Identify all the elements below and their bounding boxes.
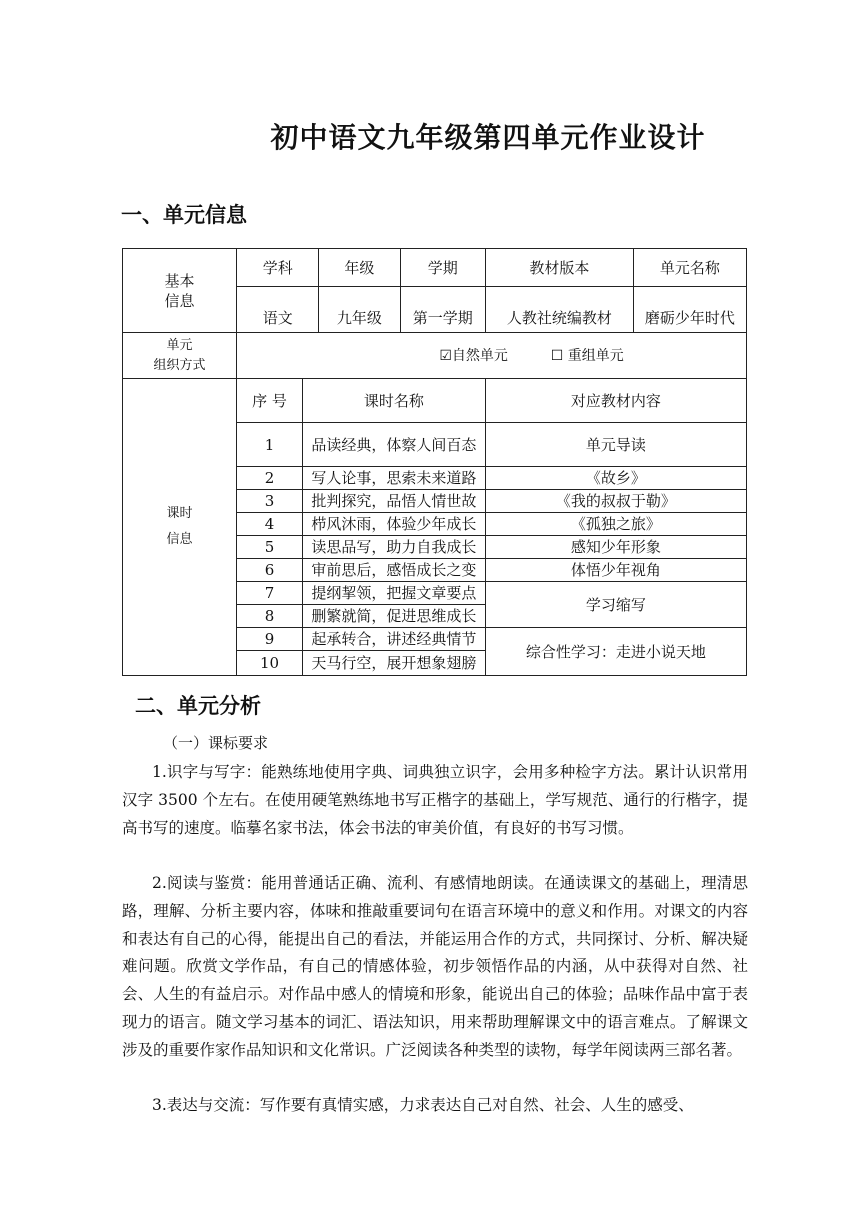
lesson-no: 10: [237, 651, 303, 676]
lesson-name: 批判探究，品悟人情世故: [302, 490, 485, 513]
lesson-name: 品读经典，体察人间百态: [302, 423, 485, 467]
value-unit-name: 磨砺少年时代: [633, 287, 746, 333]
lesson-name: 提纲挈领，把握文章要点: [302, 582, 485, 605]
lesson-no: 4: [237, 513, 303, 536]
lesson-content: 学习缩写: [485, 582, 746, 628]
section-heading-unit-analysis: 二、单元分析: [135, 694, 261, 718]
paragraph-text: 2.阅读与鉴赏：能用普通话正确、流利、有感情地朗读。在通读课文的基础上，理清思路，理解、分析主要内容，体味和推敲重要词句在语言环境中的意义和作用。对课文的内容和表达有自己的心得，能提出自己的看法，并能运用合作的方式，共同探讨、分析、解决疑难问题。欣赏文学作品，有自己的情感体验，初步领悟作品的内涵，从中获得对自然、社会、人生的有益启示。对作品中感人的情境和形象，能说出自己的体验；品味作品中富于表现力的语言。随文学习基本的词汇、语法知识，用来帮助理解课文中的语言难点。了解课文涉及的重要作家作品知识和文化常识。广泛阅读各种类型的读物，每学年阅读两三部名著。: [122, 874, 748, 1059]
lesson-info-label: 课时 信息: [123, 379, 237, 676]
paragraph: [122, 759, 748, 842]
lesson-content: 《故乡》: [485, 467, 746, 490]
document-title: 初中语文九年级第四单元作业设计: [270, 121, 706, 154]
lesson-content: 感知少年形象: [485, 536, 746, 559]
subheading-curriculum-standards: （一）课标要求: [163, 734, 269, 752]
paragraph-text: 1.识字与写字：能熟练地使用字典、词典独立识字，会用多种检字方法。累计认识常用汉字 3500 个左右。在使用硬笔熟练地书写正楷字的基础上，学写规范、通行的行楷字，提高书写的速度。临摹名家书法，体会书法的审美价值，有良好的书写习惯。: [122, 763, 748, 837]
lesson-name: 写人论事，思索未来道路: [302, 467, 485, 490]
section-heading-unit-info: 一、单元信息: [121, 203, 247, 227]
header-edition: 教材版本: [485, 249, 633, 287]
lesson-name: 栉风沐雨，体验少年成长: [302, 513, 485, 536]
lesson-no: 6: [237, 559, 303, 582]
lesson-name: 起承转合，讲述经典情节: [302, 628, 485, 651]
lesson-name: 天马行空，展开想象翅膀: [302, 651, 485, 676]
header-subject: 学科: [237, 249, 319, 287]
header-term: 学期: [400, 249, 485, 287]
unit-org-label: 单元 组织方式: [123, 333, 237, 379]
lesson-no: 9: [237, 628, 303, 651]
lesson-no: 8: [237, 605, 303, 628]
value-subject: 语文: [237, 287, 319, 333]
lesson-no: 1: [237, 423, 303, 467]
lesson-header-name: 课时名称: [302, 379, 485, 423]
regroup-unit-checkbox[interactable]: ☐ 重组单元: [550, 348, 624, 364]
basic-info-label: 基本 信息: [123, 249, 237, 333]
lesson-content: 《我的叔叔于勒》: [485, 490, 746, 513]
header-unit-name: 单元名称: [633, 249, 746, 287]
lesson-no: 7: [237, 582, 303, 605]
value-edition: 人教社统编教材: [485, 287, 633, 333]
lesson-name: 审前思后，感悟成长之变: [302, 559, 485, 582]
value-grade: 九年级: [319, 287, 400, 333]
lesson-header-content: 对应教材内容: [485, 379, 746, 423]
lesson-name: 读思品写，助力自我成长: [302, 536, 485, 559]
lesson-no: 3: [237, 490, 303, 513]
paragraph-text: 3.表达与交流：写作要有真情实感，力求表达自己对自然、社会、人生的感受、: [152, 1096, 694, 1114]
lesson-content: 《孤独之旅》: [485, 513, 746, 536]
unit-org-options: [237, 333, 747, 379]
lesson-header-no: 序 号: [237, 379, 303, 423]
paragraph: [122, 1092, 748, 1120]
lesson-no: 5: [237, 536, 303, 559]
lesson-content: 体悟少年视角: [485, 559, 746, 582]
lesson-content: 综合性学习：走进小说天地: [485, 628, 746, 676]
paragraph: [122, 870, 748, 1065]
lesson-content: 单元导读: [485, 423, 746, 467]
natural-unit-checkbox[interactable]: ☑自然单元: [439, 348, 508, 364]
header-grade: 年级: [319, 249, 400, 287]
lesson-name: 删繁就简，促进思维成长: [302, 605, 485, 628]
value-term: 第一学期: [400, 287, 485, 333]
lesson-no: 2: [237, 467, 303, 490]
unit-info-table: [122, 248, 747, 676]
